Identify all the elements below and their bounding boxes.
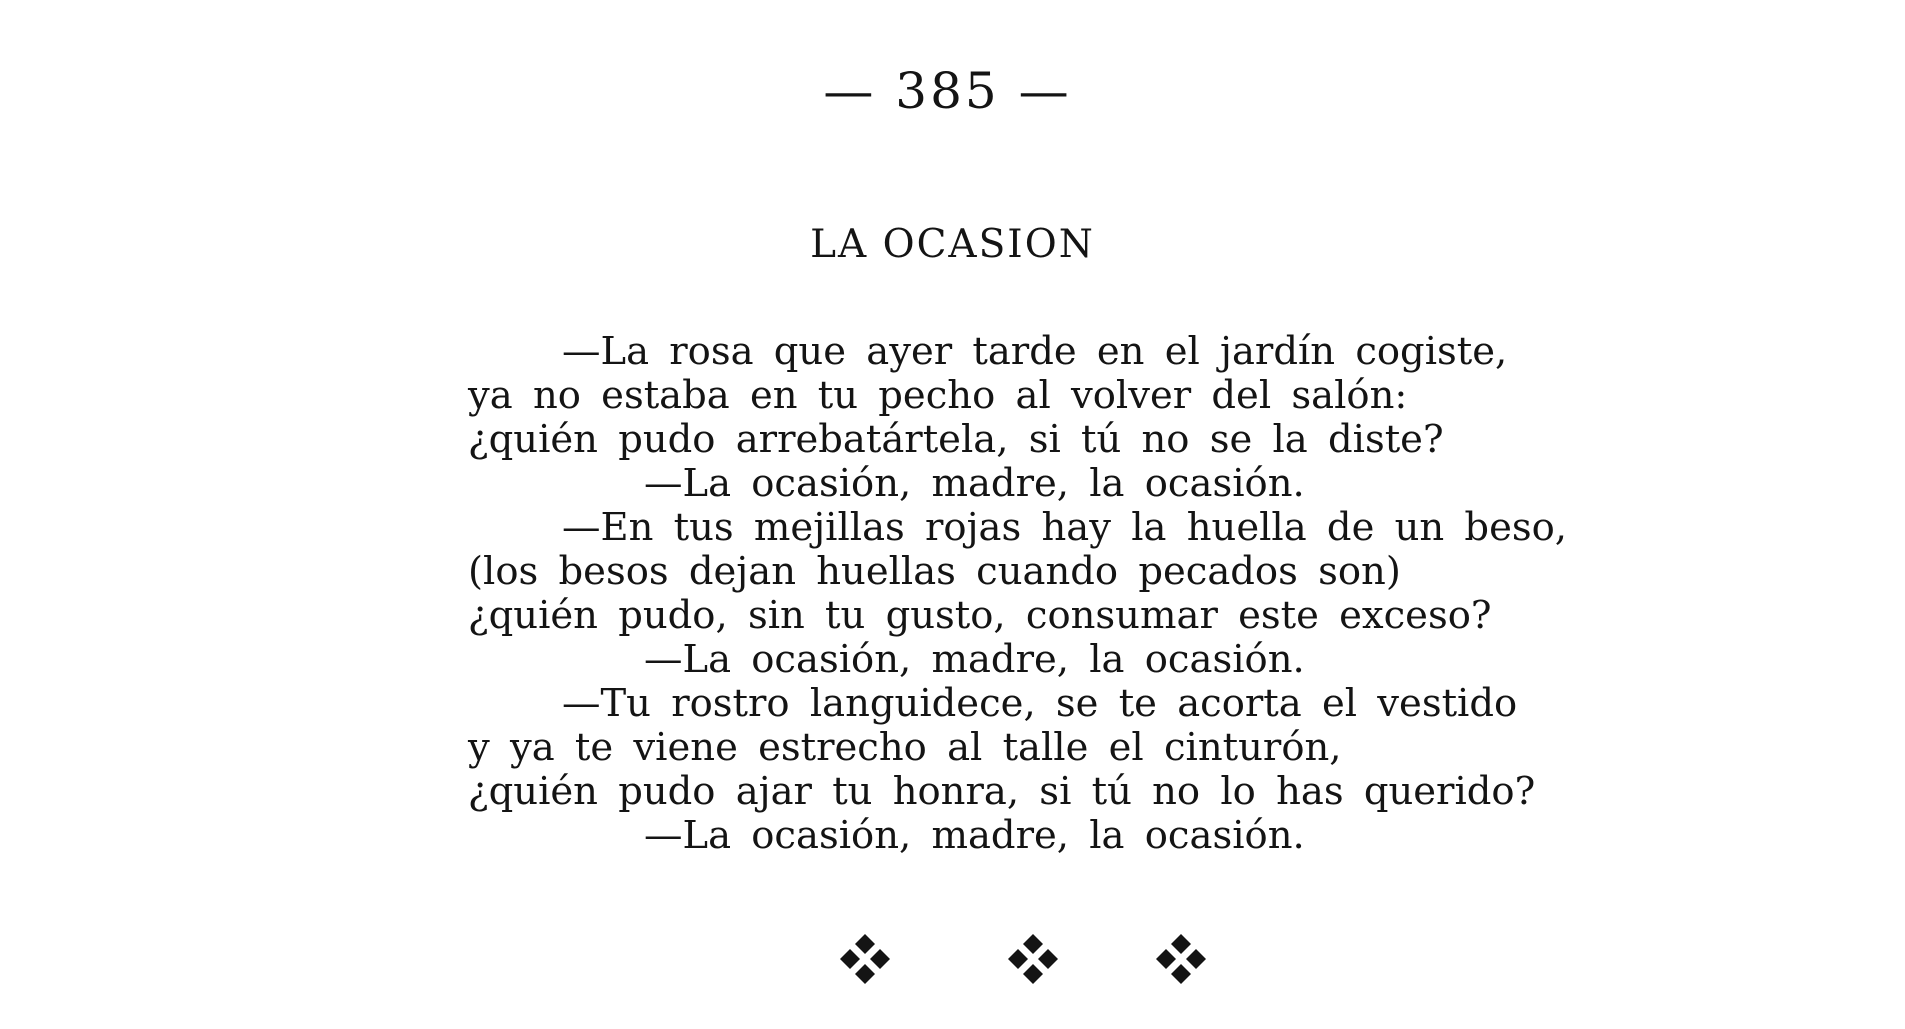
verse-line: ya no estaba en tu pecho al volver del salón: [468,373,1408,418]
four-diamond-ornament-icon [838,932,892,986]
verse-line: ¿quién pudo, sin tu gusto, consumar este exceso? [468,593,1492,638]
verse-line: —Tu rostro languidece, se te acorta el vestido [562,681,1518,726]
poem-title: LA OCASION [810,222,1095,267]
refrain-line: —La ocasión, madre, la ocasión. [644,461,1305,506]
refrain-line: —La ocasión, madre, la ocasión. [644,637,1305,682]
verse-line: ¿quién pudo ajar tu honra, si tú no lo has querido? [468,769,1536,814]
verse-line: (los besos dejan huellas cuando pecados son) [468,549,1401,594]
verse-line: —La rosa que ayer tarde en el jardín cogiste, [562,329,1508,374]
verse-line: —En tus mejillas rojas hay la huella de un beso, [562,505,1568,550]
verse-line: y ya te viene estrecho al talle el cinturón, [468,725,1342,770]
page-number: — 385 — [823,62,1072,120]
refrain-line: —La ocasión, madre, la ocasión. [644,813,1305,858]
ornament-row [0,932,1905,992]
poem-body [468,330,1588,858]
four-diamond-ornament-icon [1154,932,1208,986]
verse-line: ¿quién pudo arrebatártela, si tú no se la diste? [468,417,1444,462]
four-diamond-ornament-icon [1006,932,1060,986]
